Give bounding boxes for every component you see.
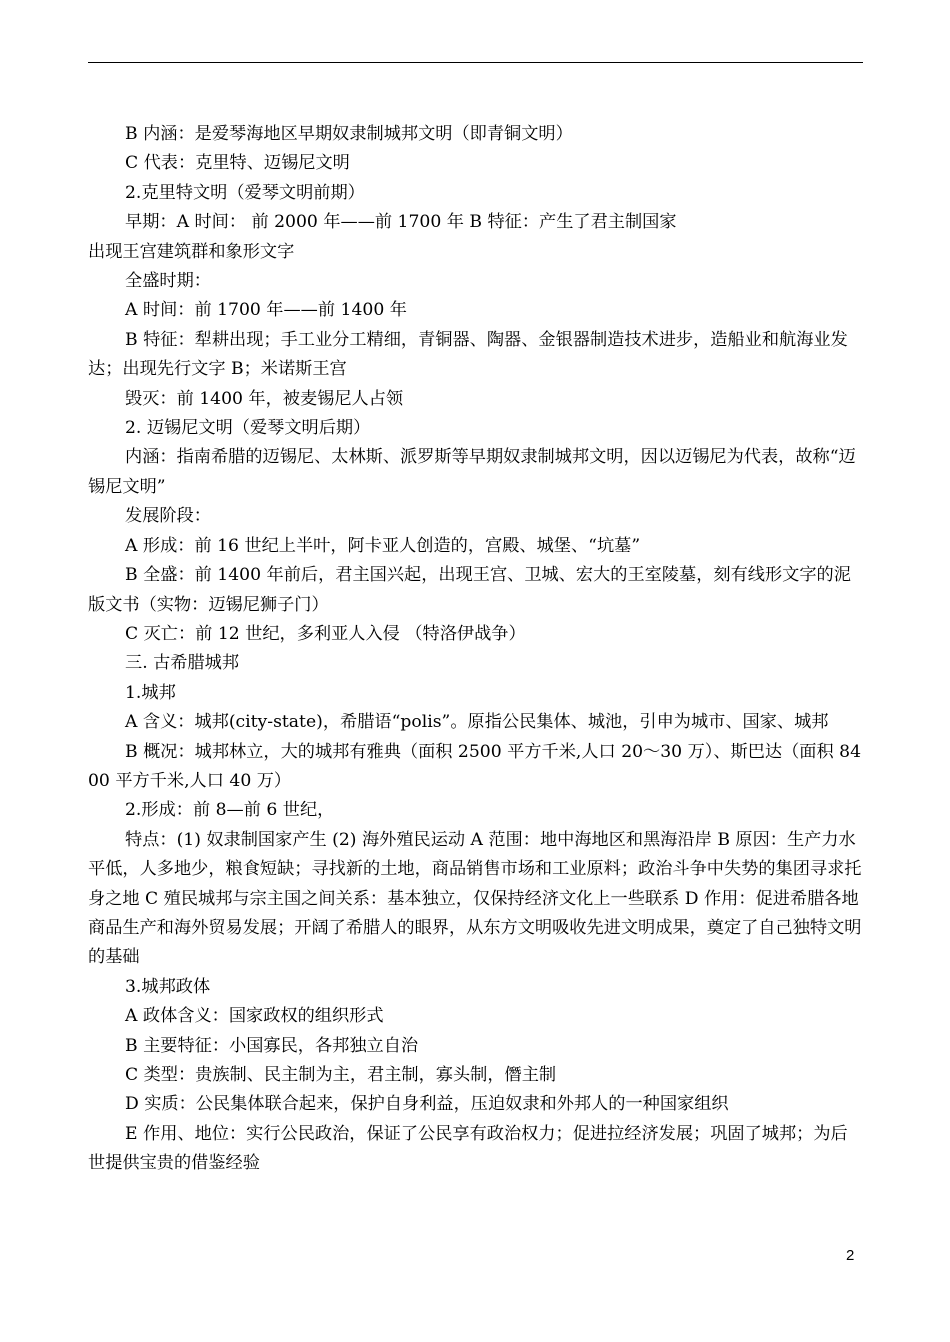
paragraph: C 灭亡：前 12 世纪，多利亚人入侵 （特洛伊战争） [125, 623, 526, 644]
paragraph: D 实质：公民集体联合起来，保护自身利益，压迫奴隶和外邦人的一种国家组织 [125, 1094, 729, 1115]
paragraph: C 代表：克里特、迈锡尼文明 [125, 153, 350, 174]
paragraph: B 主要特征：小国寡民，各邦独立自治 [125, 1035, 419, 1056]
paragraph: E 作用、地位：实行公民政治，保证了公民享有政治权力；促进拉经济发展；巩固了城邦；为后世提供宝贵的借鉴经验 [88, 1123, 848, 1174]
paragraph: 早期：A 时间： 前 2000 年——前 1700 年 B 特征：产生了君主制国家 [125, 212, 677, 233]
paragraph: 2. 迈锡尼文明（爱琴文明后期） [125, 418, 371, 439]
paragraph: B 概况：城邦林立，大的城邦有雅典（面积 2500 平方千米,人口 20～30 万）、斯巴达（面积 8400 平方千米,人口 40 万） [88, 741, 862, 791]
paragraph: 2.形成：前 8—前 6 世纪， [125, 800, 335, 821]
paragraph: 1.城邦 [125, 682, 176, 703]
paragraph: B 内涵：是爱琴海地区早期奴隶制城邦文明（即青铜文明） [125, 124, 573, 144]
paragraph: 特点：(1) 奴隶制国家产生 (2) 海外殖民运动 A 范围：地中海地区和黑海沿岸 B 原因：生产力水平低，人多地少，粮食短缺；寻找新的土地，商品销售市场和工业原料；政治斗争中失势的集团寻求托身之地 C 殖民城邦与宗主国之间关系：基本独立，仅保持经济文化上一些联系 D 作用：促进希腊各地商品生产和海外贸易发展；开阔了希腊人的眼界，从东方文明吸收先进文明成果，奠定了自己独特文明的基础 [88, 829, 862, 968]
paragraph: 内涵：指南希腊的迈锡尼、太林斯、派罗斯等早期奴隶制城邦文明，因以迈锡尼为代表，故称“迈锡尼文明” [88, 447, 856, 497]
paragraph: A 政体含义：国家政权的组织形式 [125, 1006, 384, 1027]
paragraph: A 形成：前 16 世纪上半叶，阿卡亚人创造的，宫殿、城堡、“坑墓” [125, 535, 641, 556]
paragraph: B 全盛：前 1400 年前后，君主国兴起，出现王宫、卫城、宏大的王室陵墓，刻有线形文字的泥版文书（实物：迈锡尼狮子门） [88, 565, 851, 615]
paragraph: A 含义：城邦(city-state)，希腊语“polis”。原指公民集体、城池，引申为城市、国家、城邦 [125, 712, 829, 733]
paragraph: C 类型：贵族制、民主制为主，君主制，寡头制，僭主制 [125, 1065, 557, 1085]
paragraph: 全盛时期： [125, 271, 211, 292]
paragraph: 2.克里特文明（爱琴文明前期） [125, 182, 365, 203]
paragraph: 3.城邦政体 [125, 976, 211, 997]
paragraph: 三. 古希腊城邦 [125, 653, 240, 674]
paragraph: 毁灭：前 1400 年，被麦锡尼人占领 [125, 388, 404, 409]
header-rule [88, 62, 863, 63]
paragraph: 发展阶段： [125, 506, 211, 527]
paragraph: B 特征：犁耕出现；手工业分工精细，青铜器、陶器、金银器制造技术进步，造船业和航海业发达；出现先行文字 B；米诺斯王宫 [88, 329, 848, 380]
paragraph: A 时间：前 1700 年——前 1400 年 [125, 300, 407, 321]
page-number: 2 [846, 1247, 855, 1264]
document-body [88, 120, 864, 1179]
paragraph: 出现王宫建筑群和象形文字 [88, 241, 295, 262]
